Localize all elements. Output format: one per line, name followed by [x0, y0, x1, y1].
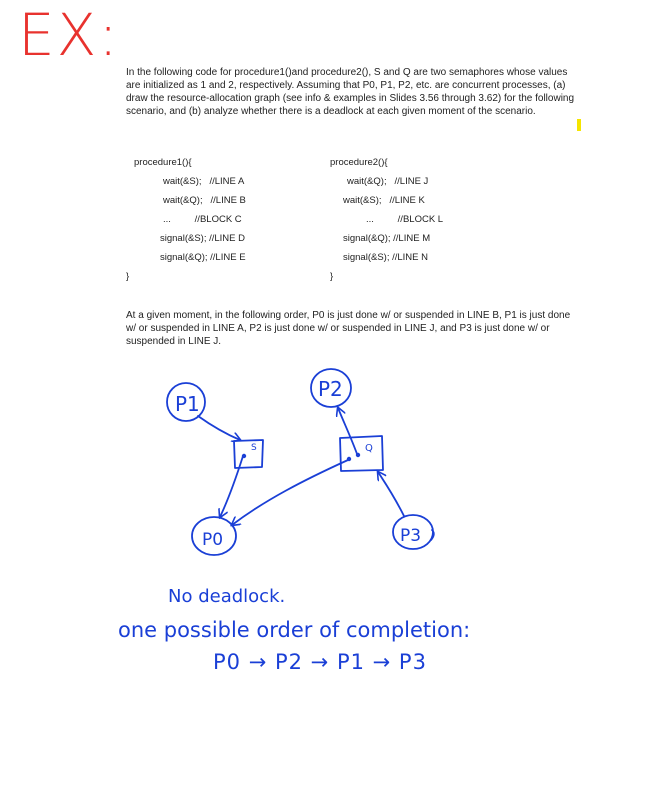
procedure2-line-m: signal(&Q); //LINE M — [343, 233, 431, 244]
scenario-statement: At a given moment, in the following order, P0 is just done w/ or suspended in LINE B, P1 is just done w/ or suspended in LINE A, P2 is just done w/ or suspended in LINE J, and P3 is just done w/ or suspended in LINE J. — [126, 310, 571, 347]
edge-p3-requests-q — [378, 472, 404, 516]
ex-heading: EX: — [18, 1, 120, 69]
edge-s-assigned-p0 — [220, 456, 243, 517]
procedure2-line-k: wait(&S); //LINE K — [343, 195, 425, 206]
resource-q-instance-dot — [347, 457, 351, 461]
edge-q-assigned-p0 — [232, 460, 348, 525]
procedure1-header: procedure1(){ — [134, 157, 192, 168]
answer-completion-order: P0 → P2 → P1 → P3 — [213, 650, 427, 674]
label-p2: P2 — [318, 377, 343, 401]
procedure1-line-a: wait(&S); //LINE A — [163, 176, 245, 187]
answer-no-deadlock: No deadlock. — [168, 586, 286, 607]
label-p3: P3 — [400, 526, 422, 546]
label-p1: P1 — [175, 392, 200, 416]
procedure2-block-l: ... //BLOCK L — [366, 214, 444, 225]
resource-s-instance-dot — [242, 454, 246, 458]
resource-q-instance-dot — [356, 453, 360, 457]
procedure1-line-d: signal(&S); //LINE D — [160, 233, 245, 244]
resource-s-box — [234, 440, 263, 468]
procedure2-line-n: signal(&S); //LINE N — [343, 252, 428, 263]
procedure2-close: } — [330, 271, 334, 282]
procedure2-line-j: wait(&Q); //LINE J — [347, 176, 429, 187]
problem-statement: In the following code for procedure1()and procedure2(), S and Q are two semaphores whose values are initialized as 1 and 2, respectively. Assuming that P0, P1, P2, etc. are concurrent processes, (a) draw the resource-allocation graph (see info & examples in Slides 3.56 through 3.62) for the following scenario, and (b) analyze whether there is a deadlock at each given moment of the scenario. — [126, 67, 575, 117]
procedure1-close: } — [126, 271, 130, 282]
label-p0: P0 — [202, 530, 224, 550]
answer-order-heading: one possible order of completion: — [118, 618, 471, 642]
edge-p1-requests-s — [198, 416, 240, 440]
label-resource-q: Q — [365, 443, 373, 454]
procedure1-block-c: ... //BLOCK C — [163, 214, 242, 225]
resource-q-box — [340, 436, 383, 471]
label-resource-s: S — [251, 443, 257, 453]
procedure1-line-b: wait(&Q); //LINE B — [163, 195, 246, 206]
procedure1-line-e: signal(&Q); //LINE E — [160, 252, 246, 263]
procedure2-header: procedure2(){ — [330, 157, 388, 168]
